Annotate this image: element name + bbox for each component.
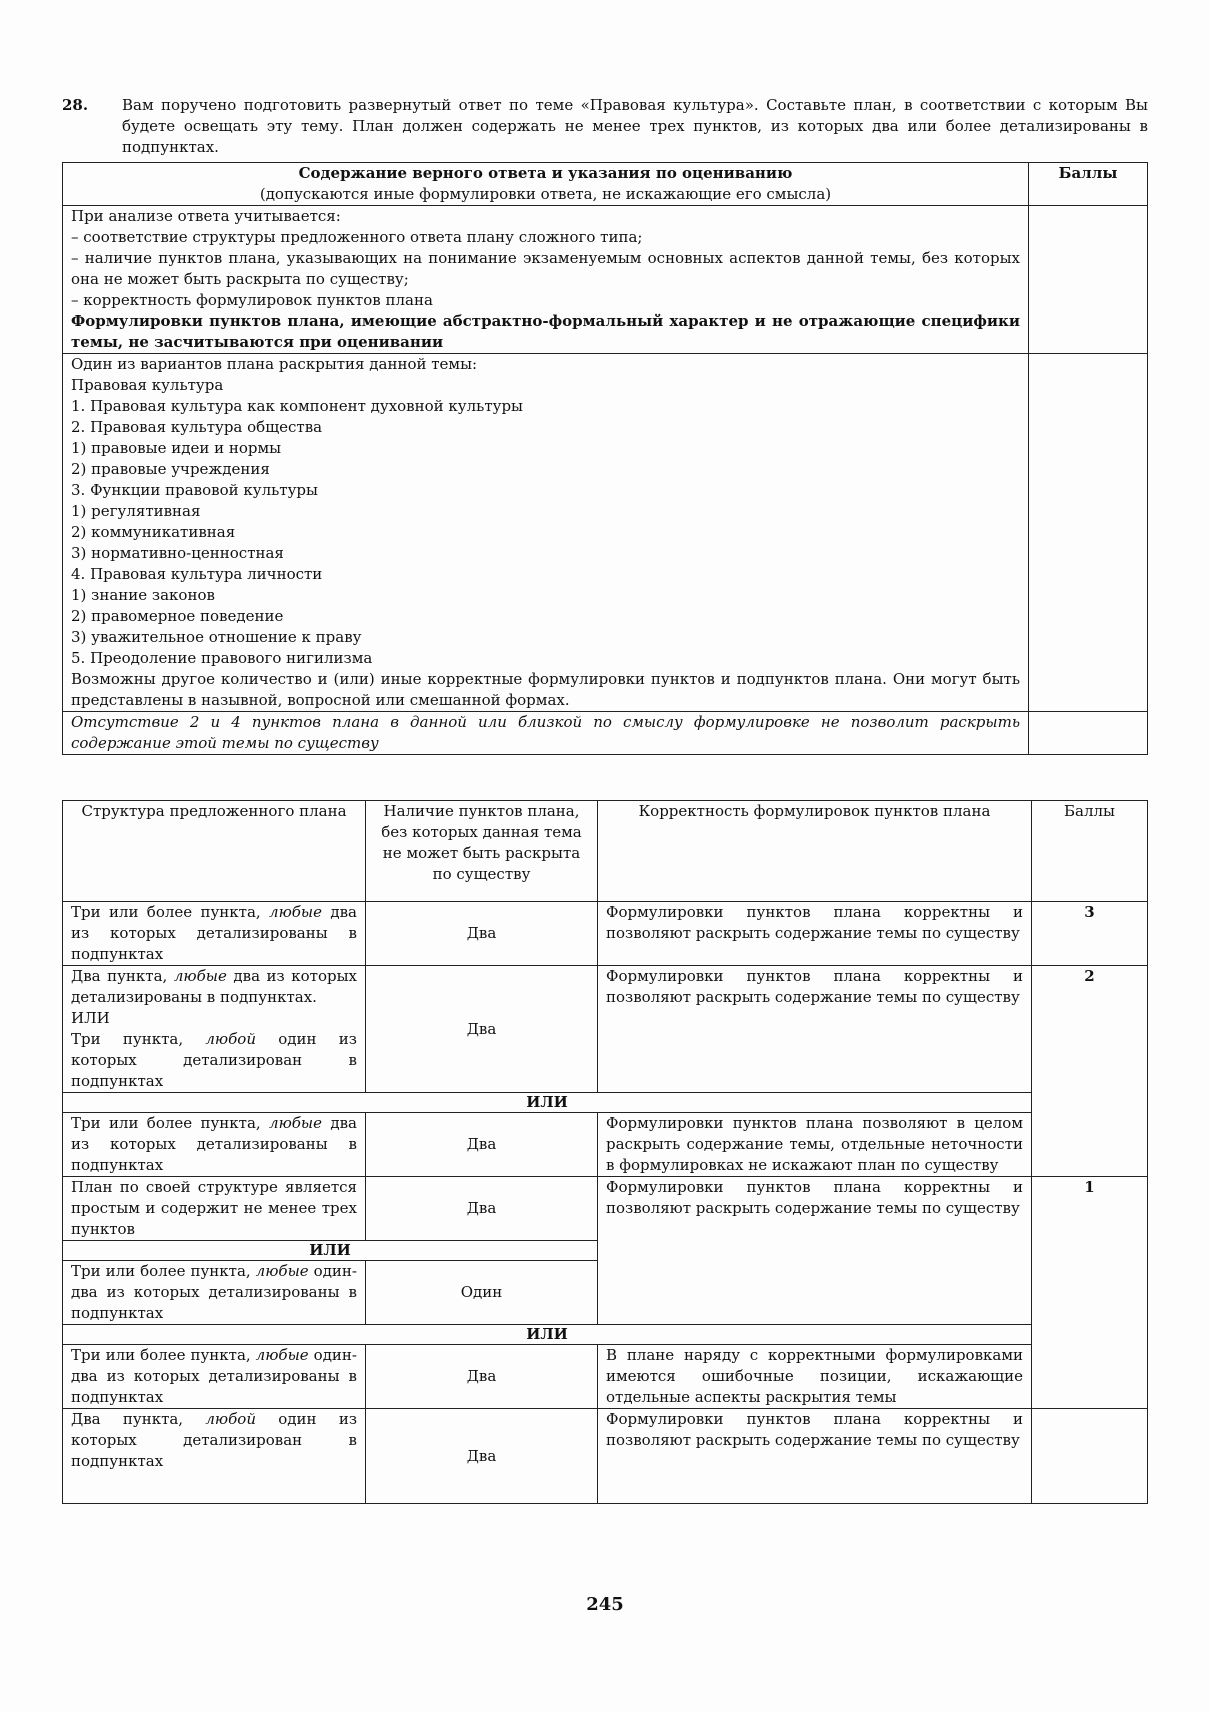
correctness-cell: Формулировки пунктов плана позволяют в целом раскрыть содержание темы, отдельные неточности в формулировках не искажают план по существу [598,1113,1032,1177]
score-value: 3 [1032,902,1148,966]
text: любые [255,1262,309,1280]
criteria-cell [63,206,1029,354]
text: Три пункта, [71,1030,206,1048]
structure-cell [63,1113,366,1177]
plan-line: 2) правовые учреждения [71,460,270,478]
text: Три или более пункта, [71,1346,256,1364]
score-header: Баллы [1029,163,1148,206]
plan-line: 4. Правовая культура личности [71,565,323,583]
text: два из которых детализированы в подпунктах. [71,967,358,1006]
correctness-cell: Формулировки пунктов плана корректны и позволяют раскрыть содержание темы по существу [598,902,1032,966]
structure-cell [63,1345,366,1409]
question-28 [62,95,1148,158]
presence-cell: Один [366,1261,598,1325]
plan-line: 2) правомерное поведение [71,607,284,625]
score-value: 1 [1032,1177,1148,1409]
header-title: Содержание верного ответа и указания по оцениванию [298,164,793,182]
or-label: ИЛИ [71,1009,110,1027]
text: один-два из которых детализированы в подпунктах [71,1346,357,1406]
correctness-cell: Формулировки пунктов плана корректны и позволяют раскрыть содержание темы по существу [598,1409,1032,1504]
content-header [63,163,1029,206]
presence-cell: Два [366,1409,598,1504]
correctness-cell: Формулировки пунктов плана корректны и позволяют раскрыть содержание темы по существу [598,1177,1032,1325]
text: Три или более пункта, [71,1114,270,1132]
presence-cell: Два [366,902,598,966]
italic-note: Отсутствие 2 и 4 пунктов плана в данной или близкой по смыслу формулировке не позволит раскрыть содержание этой темы по существу [63,712,1029,755]
presence-cell: Два [366,1177,598,1241]
score-cell [1029,206,1148,354]
structure-cell: План по своей структуре является простым и содержит не менее трех пунктов [63,1177,366,1241]
header-correctness: Корректность формулировок пунктов плана [598,801,1032,902]
score-cell [1032,1409,1148,1504]
plan-line: 1. Правовая культура как компонент духовной культуры [71,397,523,415]
criteria-line: – соответствие структуры предложенного ответа плану сложного типа; [71,228,643,246]
score-cell [1029,712,1148,755]
presence-cell: Два [366,966,598,1093]
plan-lines [71,375,1020,669]
text: Три или более пункта, [71,1262,256,1280]
criteria-line: – наличие пунктов плана, указывающих на понимание экзаменуемым основных аспектов данной темы, без которых она не может быть раскрыта по существу; [71,249,1020,288]
text: Три или более пункта, [71,903,270,921]
header-score: Баллы [1032,801,1148,902]
header-presence: Наличие пунктов плана, без которых данная тема не может быть раскрыта по существу [366,801,598,902]
text: один из которых детализирован в подпунктах [71,1410,357,1470]
page-number: 245 [586,1594,624,1615]
plan-line: Правовая культура [71,376,224,394]
criteria-line: – корректность формулировок пунктов плана [71,291,433,309]
plan-intro: Один из вариантов плана раскрытия данной темы: [71,355,478,373]
text: любые [173,967,227,985]
text: один из которых детализирован в подпунктах [71,1030,357,1090]
presence-cell: Два [366,1345,598,1409]
score-value: 2 [1032,966,1148,1177]
plan-line: 1) знание законов [71,586,215,604]
header-structure: Структура предложенного плана [63,801,366,902]
criteria-bold-note: Формулировки пунктов плана, имеющие абстрактно-формальный характер и не отражающие специфики темы, не засчитываются при оценивании [71,312,1020,351]
structure-cell [63,1409,366,1504]
question-text: Вам поручено подготовить развернутый ответ по теме «Правовая культура». Составьте план, в соответствии с которым Вы будете освещать эту тему. План должен содержать не менее трех пунктов, из которых два или более детализированы в подпунктах. [122,96,1148,156]
text: два из которых детализированы в подпунктах [71,903,357,963]
plan-line: 2. Правовая культура общества [71,418,323,436]
plan-cell [63,354,1029,712]
text: один-два из которых детализированы в подпунктах [71,1262,357,1322]
or-divider: ИЛИ [63,1241,598,1261]
text: любой [205,1410,256,1428]
text: Два пункта, [71,967,174,985]
score-cell [1029,354,1148,712]
text: любые [269,903,323,921]
text: Два пункта, [71,1410,206,1428]
plan-line: 3) нормативно-ценностная [71,544,284,562]
plan-line: 1) правовые идеи и нормы [71,439,282,457]
or-divider: ИЛИ [63,1093,1032,1113]
presence-cell: Два [366,1113,598,1177]
text: любые [269,1114,323,1132]
or-divider: ИЛИ [63,1325,1032,1345]
answer-content-table [62,162,1148,755]
structure-cell [63,902,366,966]
text: два из которых детализированы в подпунктах [71,1114,357,1174]
header-subtitle: (допускаются иные формулировки ответа, не искажающие его смысла) [259,185,832,203]
correctness-cell: В плане наряду с корректными формулировками имеются ошибочные позиции, искажающие отдельные аспекты раскрытия темы [598,1345,1032,1409]
plan-line: 3) уважительное отношение к праву [71,628,362,646]
text: любые [255,1346,309,1364]
plan-line: 2) коммуникативная [71,523,236,541]
question-number: 28. [62,96,89,114]
structure-cell [63,1261,366,1325]
structure-cell [63,966,366,1093]
plan-line: 3. Функции правовой культуры [71,481,318,499]
text: любой [205,1030,256,1048]
criteria-line: При анализе ответа учитывается: [71,207,341,225]
plan-line: 1) регулятивная [71,502,201,520]
plan-note: Возможны другое количество и (или) иные корректные формулировки пунктов и подпунктов плана. Они могут быть представлены в назывной, вопросной или смешанной формах. [71,670,1020,709]
correctness-cell: Формулировки пунктов плана корректны и позволяют раскрыть содержание темы по существу [598,966,1032,1093]
scoring-table [62,800,1148,1504]
plan-line: 5. Преодоление правового нигилизма [71,649,373,667]
